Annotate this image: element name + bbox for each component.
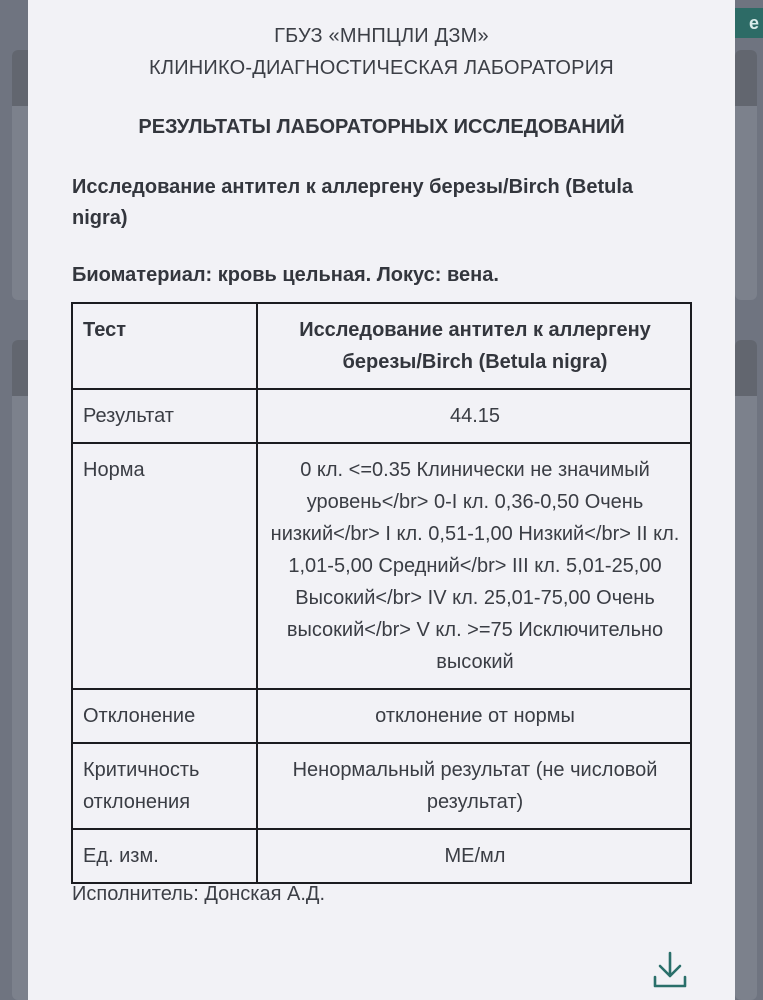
row-label: Результат [72, 389, 257, 443]
row-value: МЕ/мл [257, 829, 691, 883]
org-name: ГБУЗ «МНПЦЛИ ДЗМ» [274, 25, 489, 47]
table-row-criticality [72, 743, 691, 829]
row-label: Ед. изм. [72, 829, 257, 883]
download-icon [652, 950, 688, 990]
download-button[interactable] [652, 950, 688, 990]
study-title: Исследование антител к аллергену березы/Birch (Betula nigra) [72, 176, 634, 229]
background-card [735, 50, 757, 300]
table-row-result [72, 389, 691, 443]
table-row-deviation [72, 689, 691, 743]
row-value: 44.15 [257, 389, 691, 443]
lab-name: КЛИНИКО-ДИАГНОСТИЧЕСКАЯ ЛАБОРАТОРИЯ [149, 57, 614, 79]
table-row-norm [72, 443, 691, 689]
results-table [71, 302, 692, 884]
row-value: Ненормальный результат (не числовой результат) [257, 743, 691, 829]
row-label: Норма [72, 443, 257, 689]
table-row-unit [72, 829, 691, 883]
row-label: Отклонение [72, 689, 257, 743]
row-label: Критичность отклонения [72, 743, 257, 829]
header-label: Тест [72, 303, 257, 389]
header-value: Исследование антител к аллергену березы/Birch (Betula nigra) [257, 303, 691, 389]
row-value: 0 кл. <=0.35 Клинически не значимый уровень</br> 0-I кл. 0,36-0,50 Очень низкий</br> I кл. 0,51-1,00 Низкий</br> II кл. 1,01-5,00 Средний</br> III кл. 5,01-25,00 Высокий</br> IV кл. 25,01-75,00 Очень высокий</br> V кл. >=75 Исключительно высокий [257, 443, 691, 689]
background-card [735, 340, 757, 1000]
lab-result-modal [28, 0, 735, 1000]
biomaterial-line: Биоматериал: кровь цельная. Локус: вена. [72, 264, 499, 286]
table-header-row [72, 303, 691, 389]
row-value: отклонение от нормы [257, 689, 691, 743]
executor-line: Исполнитель: Донская А.Д. [72, 883, 326, 905]
document-title: РЕЗУЛЬТАТЫ ЛАБОРАТОРНЫХ ИССЛЕДОВАНИЙ [138, 116, 625, 138]
background-tag: e [727, 8, 763, 38]
